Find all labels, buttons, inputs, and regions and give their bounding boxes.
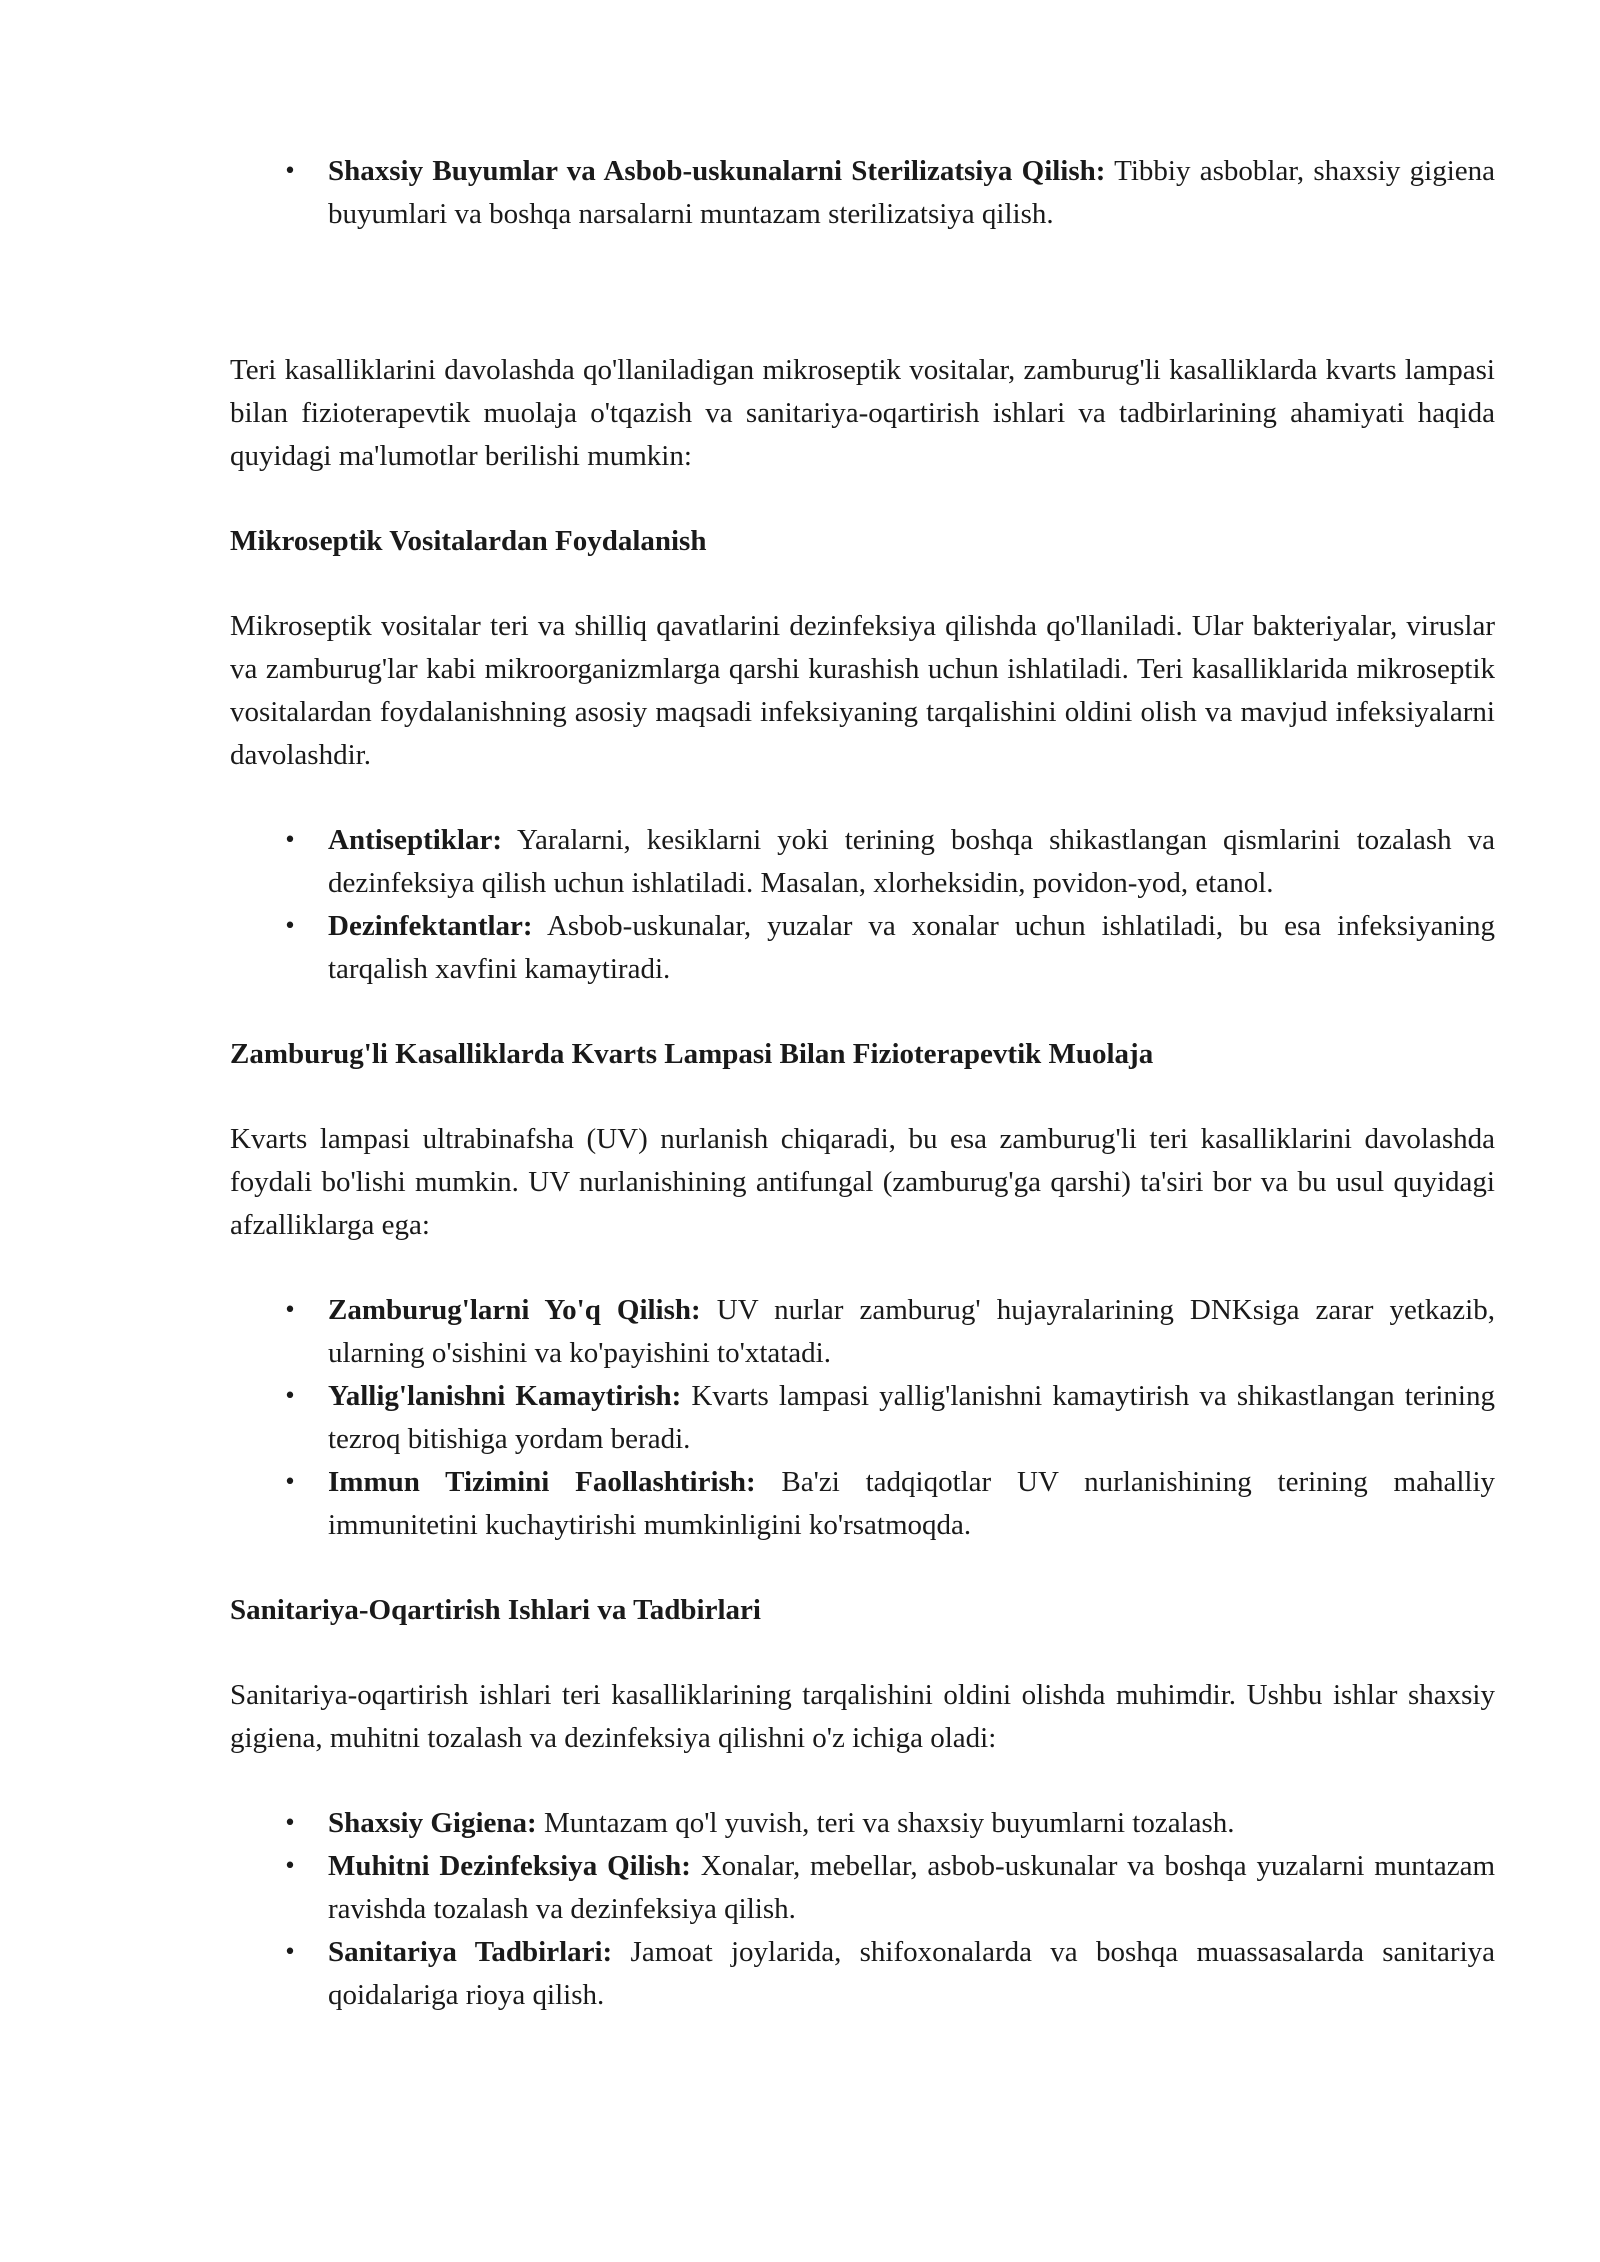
bullet-icon: • xyxy=(283,828,297,853)
list-item xyxy=(230,1461,1495,1547)
bullet-icon: • xyxy=(283,1470,297,1495)
list-item xyxy=(230,1931,1495,2017)
list-item-text: Muntazam qo'l yuvish, teri va shaxsiy buyumlarni tozalash. xyxy=(536,1807,1235,1839)
list-item-term: Immun Tizimini Faollashtirish: xyxy=(328,1466,756,1498)
list-item-term: Shaxsiy Gigiena: xyxy=(328,1807,537,1839)
list-item xyxy=(230,150,1495,236)
bullet-icon: • xyxy=(283,1384,297,1409)
bullet-icon: • xyxy=(283,1854,297,1879)
list-item-term: Shaxsiy Buyumlar va Asbob-uskunalarni Sterilizatsiya Qilish: xyxy=(328,155,1106,187)
list-item-text: Tibbiy asboblar, shaxsiy gigiena buyumlari va boshqa narsalarni muntazam sterilizatsiya qilish. xyxy=(328,155,1495,230)
section-paragraph-quartz-lamp: Kvarts lampasi ultrabinafsha (UV) nurlanish chiqaradi, bu esa zamburug'li teri kasalliklarini davolashda foydali bo'lishi mumkin. UV nurlanishining antifungal (zamburug'ga qarshi) ta'siri bor va bu usul quyidagi afzalliklarga ega: xyxy=(230,1123,1495,1241)
document-page xyxy=(230,150,1495,2017)
list-item xyxy=(230,1802,1495,1845)
list-item xyxy=(230,819,1495,905)
section-heading-microseptic: Mikroseptik Vositalardan Foydalanish xyxy=(230,525,707,557)
list-item xyxy=(230,905,1495,991)
list-item-term: Antiseptiklar: xyxy=(328,824,502,856)
list-item xyxy=(230,1845,1495,1931)
list-item-text: Yaralarni, kesiklarni yoki terining boshqa shikastlangan qismlarini tozalash va dezinfeksiya qilish uchun ishlatiladi. Masalan, xlorheksidin, povidon-yod, etanol. xyxy=(328,824,1495,899)
bullet-list-quartz-lamp xyxy=(230,1289,1495,1547)
list-item-text: Ba'zi tadqiqotlar UV nurlanishining terining mahalliy immunitetini kuchaytirishi mumkinligini ko'rsatmoqda. xyxy=(328,1466,1495,1541)
bullet-icon: • xyxy=(283,914,297,939)
section-heading-quartz-lamp: Zamburug'li Kasalliklarda Kvarts Lampasi Bilan Fizioterapevtik Muolaja xyxy=(230,1038,1154,1070)
bullet-list-microseptic xyxy=(230,819,1495,991)
bullet-icon: • xyxy=(283,1940,297,1965)
list-item xyxy=(230,1289,1495,1375)
list-item-text: Asbob-uskunalar, yuzalar va xonalar uchun ishlatiladi, bu esa infeksiyaning tarqalish xavfini kamaytiradi. xyxy=(328,910,1495,985)
top-bullet-list xyxy=(230,150,1495,236)
list-item-term: Sanitariya Tadbirlari: xyxy=(328,1936,613,1968)
list-item-term: Yallig'lanishni Kamaytirish: xyxy=(328,1380,682,1412)
list-item-text: UV nurlar zamburug' hujayralarining DNKsiga zarar yetkazib, ularning o'sishini va ko'payishini to'xtatadi. xyxy=(328,1294,1495,1369)
list-item xyxy=(230,1375,1495,1461)
list-item-text: Jamoat joylarida, shifoxonalarda va boshqa muassasalarda sanitariya qoidalariga rioya qilish. xyxy=(328,1936,1495,2011)
section-heading-sanitation: Sanitariya-Oqartirish Ishlari va Tadbirlari xyxy=(230,1594,761,1626)
intro-paragraph: Teri kasalliklarini davolashda qo'llaniladigan mikroseptik vositalar, zamburug'li kasalliklarda kvarts lampasi bilan fizioterapevtik muolaja o'tqazish va sanitariya-oqartirish ishlari va tadbirlarining ahamiyati haqida quyidagi ma'lumotlar berilishi mumkin: xyxy=(230,354,1495,472)
list-item-term: Zamburug'larni Yo'q Qilish: xyxy=(328,1294,701,1326)
section-paragraph-microseptic: Mikroseptik vositalar teri va shilliq qavatlarini dezinfeksiya qilishda qo'llaniladi. Ular bakteriyalar, viruslar va zamburug'lar kabi mikroorganizmlarga qarshi kurashish uchun ishlatiladi. Teri kasalliklarida mikroseptik vositalardan foydalanishning asosiy maqsadi infeksiyaning tarqalishini oldini olish va mavjud infeksiyalarni davolashdir. xyxy=(230,610,1495,771)
list-item-text: Kvarts lampasi yallig'lanishni kamaytirish va shikastlangan terining tezroq bitishiga yordam beradi. xyxy=(328,1380,1495,1455)
list-item-term: Dezinfektantlar: xyxy=(328,910,533,942)
section-paragraph-sanitation: Sanitariya-oqartirish ishlari teri kasalliklarining tarqalishini oldini olishda muhimdir. Ushbu ishlar shaxsiy gigiena, muhitni tozalash va dezinfeksiya qilishni o'z ichiga oladi: xyxy=(230,1679,1495,1754)
bullet-icon: • xyxy=(283,1298,297,1323)
bullet-list-sanitation xyxy=(230,1802,1495,2017)
bullet-icon: • xyxy=(283,159,297,184)
bullet-icon: • xyxy=(283,1811,297,1836)
list-item-text: Xonalar, mebellar, asbob-uskunalar va boshqa yuzalarni muntazam ravishda tozalash va dezinfeksiya qilish. xyxy=(328,1850,1496,1925)
list-item-term: Muhitni Dezinfeksiya Qilish: xyxy=(328,1850,691,1882)
